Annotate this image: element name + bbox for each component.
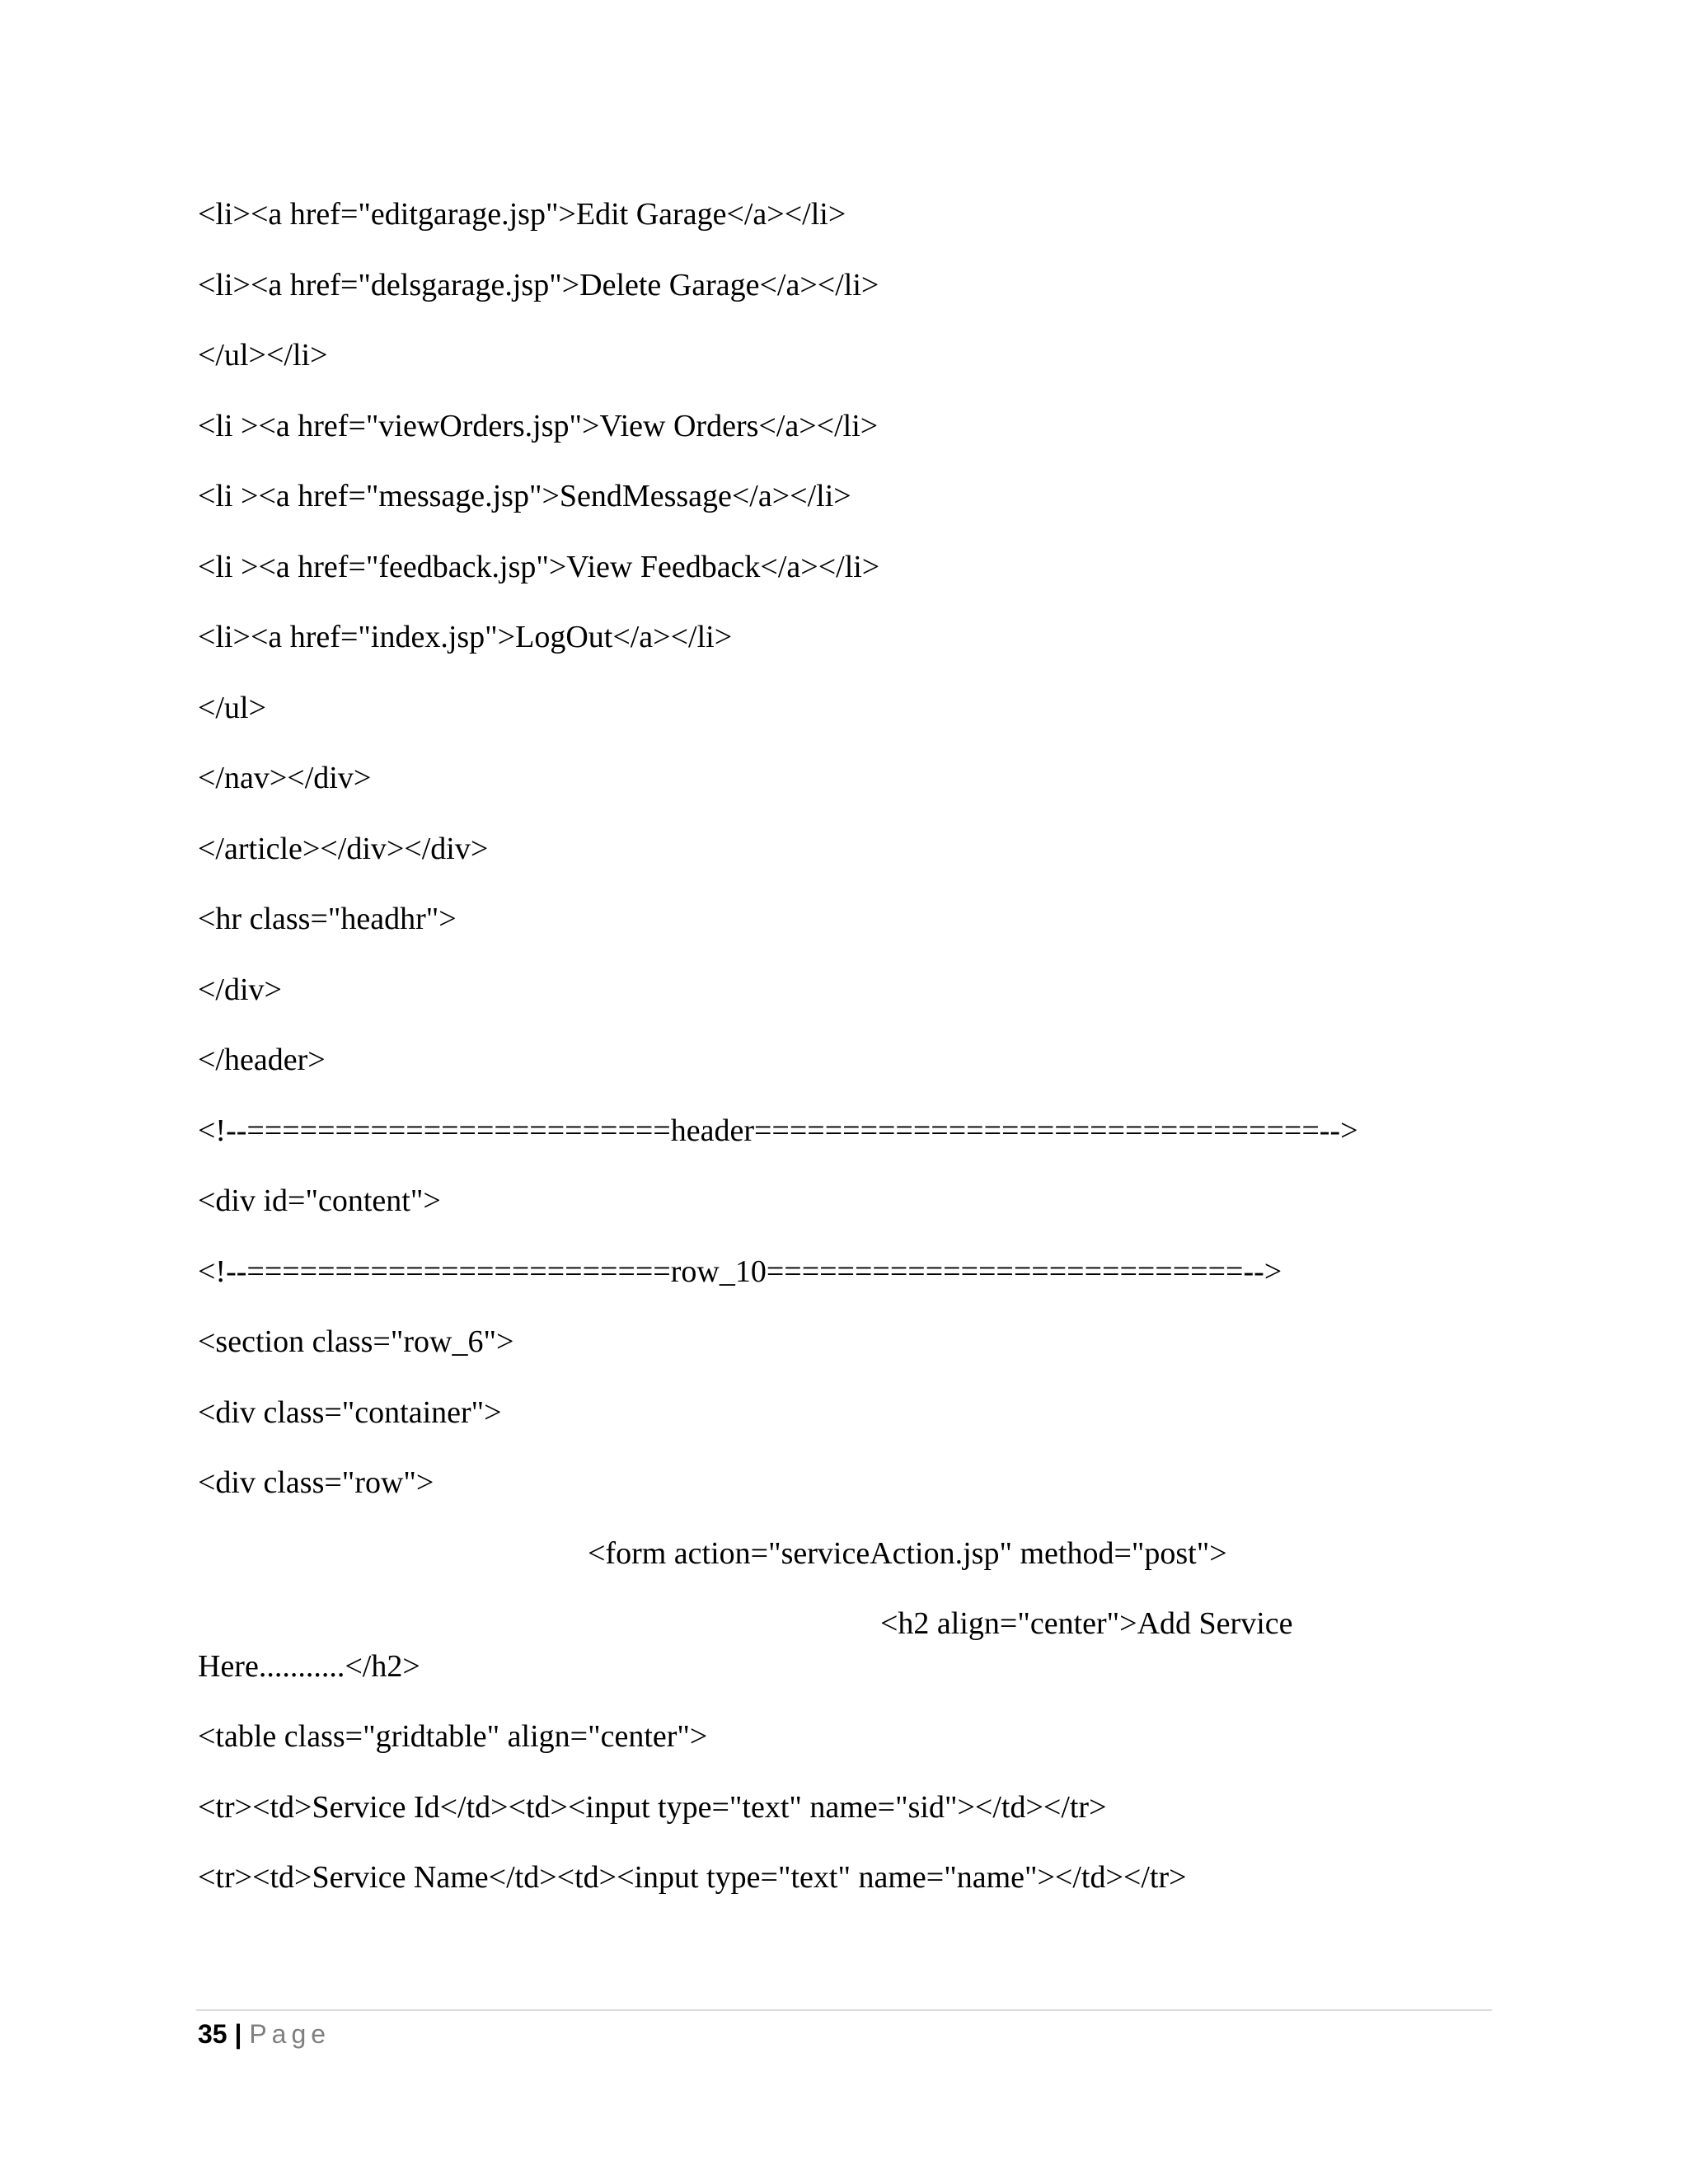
- footer-separator: |: [234, 2019, 242, 2049]
- code-line-24: <tr><td>Service Id</td><td><input type="text" name="sid"></td></tr>: [198, 1790, 1107, 1825]
- code-line-25: <tr><td>Service Name</td><td><input type="text" name="name"></td></tr>: [198, 1860, 1187, 1895]
- code-line-17: <section class="row_6">: [198, 1324, 514, 1359]
- code-line-23: <table class="gridtable" align="center">: [198, 1719, 708, 1754]
- code-line-15: <div id="content">: [198, 1183, 441, 1218]
- code-line-1: <li><a href="editgarage.jsp">Edit Garage</a></li>: [198, 197, 846, 232]
- code-line-16: <!--========================row_10===========================-->: [198, 1254, 1282, 1289]
- code-line-5: <li ><a href="message.jsp">SendMessage</a></li>: [198, 479, 851, 513]
- page-label: Page: [249, 2019, 331, 2049]
- footer-divider: [196, 2009, 1492, 2011]
- code-line-19: <div class="row">: [198, 1465, 434, 1500]
- code-line-14: <!--========================header================================-->: [198, 1113, 1358, 1148]
- code-line-2: <li><a href="delsgarage.jsp">Delete Garage</a></li>: [198, 268, 879, 302]
- code-line-8: </ul>: [198, 691, 266, 725]
- code-line-18: <div class="container">: [198, 1395, 502, 1430]
- code-line-3: </ul></li>: [198, 338, 328, 373]
- code-line-11: <hr class="headhr">: [198, 902, 457, 936]
- code-line-4: <li ><a href="viewOrders.jsp">View Orders</a></li>: [198, 409, 879, 443]
- code-line-9: </nav></div>: [198, 761, 372, 795]
- code-line-7: <li><a href="index.jsp">LogOut</a></li>: [198, 620, 733, 654]
- page-footer: [198, 2016, 331, 2052]
- code-line-22: Here...........</h2>: [198, 1649, 420, 1684]
- code-line-6: <li ><a href="feedback.jsp">View Feedback</a></li>: [198, 550, 880, 584]
- code-line-12: </div>: [198, 972, 282, 1007]
- code-line-20: <form action="serviceAction.jsp" method="post">: [588, 1536, 1227, 1571]
- page-number: 35: [198, 2019, 227, 2049]
- code-line-13: </header>: [198, 1043, 326, 1077]
- code-line-21: <h2 align="center">Add Service: [880, 1606, 1293, 1641]
- code-line-10: </article></div></div>: [198, 832, 489, 866]
